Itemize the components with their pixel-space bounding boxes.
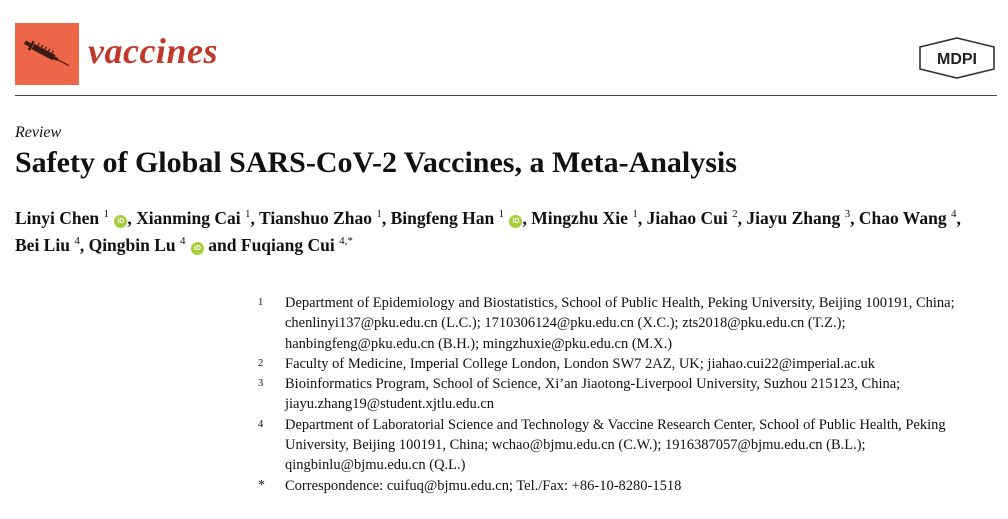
author-separator: , (381, 208, 391, 228)
author-list (15, 205, 990, 259)
affiliation-superscript: 1 (498, 208, 505, 220)
author-name[interactable] (15, 235, 80, 255)
affiliation-superscript: 1 (245, 208, 251, 220)
publisher-logo[interactable] (918, 37, 996, 79)
affiliation-text: Correspondence: cuifuq@bjmu.edu.cn; Tel./Fax: +86-10-8280-1518 (285, 477, 682, 494)
affiliation-item (254, 415, 994, 476)
author-name-text: Jiahao Cui (646, 208, 728, 228)
article-type: Review (15, 124, 62, 141)
author-name-text: Chao Wang (858, 208, 947, 228)
author-name[interactable] (647, 208, 738, 228)
author-name[interactable] (259, 208, 382, 228)
affiliation-superscript: 4,* (339, 235, 353, 247)
header-divider (15, 95, 997, 96)
author-name-text: Bei Liu (15, 235, 70, 255)
author-name[interactable] (89, 235, 204, 255)
author-name[interactable] (241, 235, 353, 255)
author-separator: , (127, 208, 137, 228)
journal-logo (15, 23, 79, 85)
affiliation-superscript: 1 (632, 208, 638, 220)
affiliation-text: Faculty of Medicine, Imperial College London, London SW7 2AZ, UK; jiahao.cui22@imperial.ac.uk (285, 355, 875, 372)
orcid-icon[interactable]: iD (191, 242, 204, 255)
affiliation-item (254, 354, 994, 374)
affiliations (254, 293, 994, 496)
affiliation-superscript: 2 (732, 208, 738, 220)
article-title: Safety of Global SARS-CoV-2 Vaccines, a Meta-Analysis (15, 146, 737, 179)
publisher-logo-text: MDPI (937, 51, 977, 68)
orcid-icon[interactable]: iD (509, 215, 522, 228)
affiliation-text: Bioinformatics Program, School of Science, Xi’an Jiaotong-Liverpool University, Suzhou 215123, China; jiayu.zhang19@student.xjtlu.edu.cn (285, 376, 901, 413)
affiliation-superscript: 3 (844, 208, 851, 220)
author-name[interactable] (859, 208, 957, 228)
affiliation-superscript: 4 (74, 235, 80, 247)
affiliation-item (254, 476, 994, 496)
author-name-text: Fuqiang Cui (240, 235, 335, 255)
orcid-icon[interactable]: iD (114, 215, 127, 228)
author-name-text: Jiayu Zhang (746, 208, 841, 228)
affiliation-text: Department of Epidemiology and Biostatistics, School of Public Health, Peking University, Beijing 100191, China; chenlinyi137@pku.edu.cn (L.C.); 1710306124@pku.edu.cn (X.C.); zts2018@pku.edu.cn (T.Z.); hanbingfeng@pku.edu.cn (B.H.); mingzhuxie@pku.edu.cn (M.X.) (285, 295, 955, 352)
author-name[interactable] (746, 208, 850, 228)
author-name[interactable] (15, 208, 127, 228)
author-separator: , (956, 208, 961, 228)
affiliation-superscript: 1 (376, 208, 382, 220)
affiliation-superscript: 4 (950, 208, 957, 220)
author-name-text: Mingzhu Xie (531, 208, 628, 228)
affiliation-item (254, 374, 994, 415)
author-name-text: Bingfeng Han (390, 208, 495, 228)
author-separator: and (203, 235, 241, 255)
author-separator: , (850, 208, 859, 228)
affiliation-superscript: 4 (180, 235, 186, 247)
author-name-text: Xianming Cai (136, 208, 241, 228)
affiliation-item (254, 293, 994, 354)
author-name-text: Tianshuo Zhao (258, 208, 372, 228)
affiliation-marker: * (258, 477, 265, 493)
affiliation-marker: 2 (258, 357, 264, 369)
syringe-icon (20, 34, 74, 74)
author-name[interactable] (391, 208, 523, 228)
journal-name[interactable]: vaccines (88, 31, 218, 71)
author-separator: , (250, 208, 259, 228)
author-separator: , (737, 208, 747, 228)
affiliation-text: Department of Laboratorial Science and Technology & Vaccine Research Center, School of Public Health, Peking University, Beijing 100191, China; wchao@bjmu.edu.cn (C.W.); 1916387057@bjmu.edu.cn (B.L.); qingbinlu@bjmu.edu.cn (Q.L.) (285, 416, 946, 474)
affiliation-superscript: 1 (103, 208, 109, 220)
affiliation-marker: 1 (258, 297, 264, 308)
author-separator: , (79, 235, 89, 255)
affiliation-marker: 3 (258, 378, 264, 390)
affiliation-marker: 4 (258, 418, 264, 430)
author-name-text: Linyi Chen (15, 208, 100, 228)
author-separator: , (522, 208, 532, 228)
author-name[interactable] (531, 208, 638, 228)
author-name[interactable] (136, 208, 250, 228)
author-name-text: Qingbin Lu (88, 235, 176, 255)
author-separator: , (637, 208, 647, 228)
